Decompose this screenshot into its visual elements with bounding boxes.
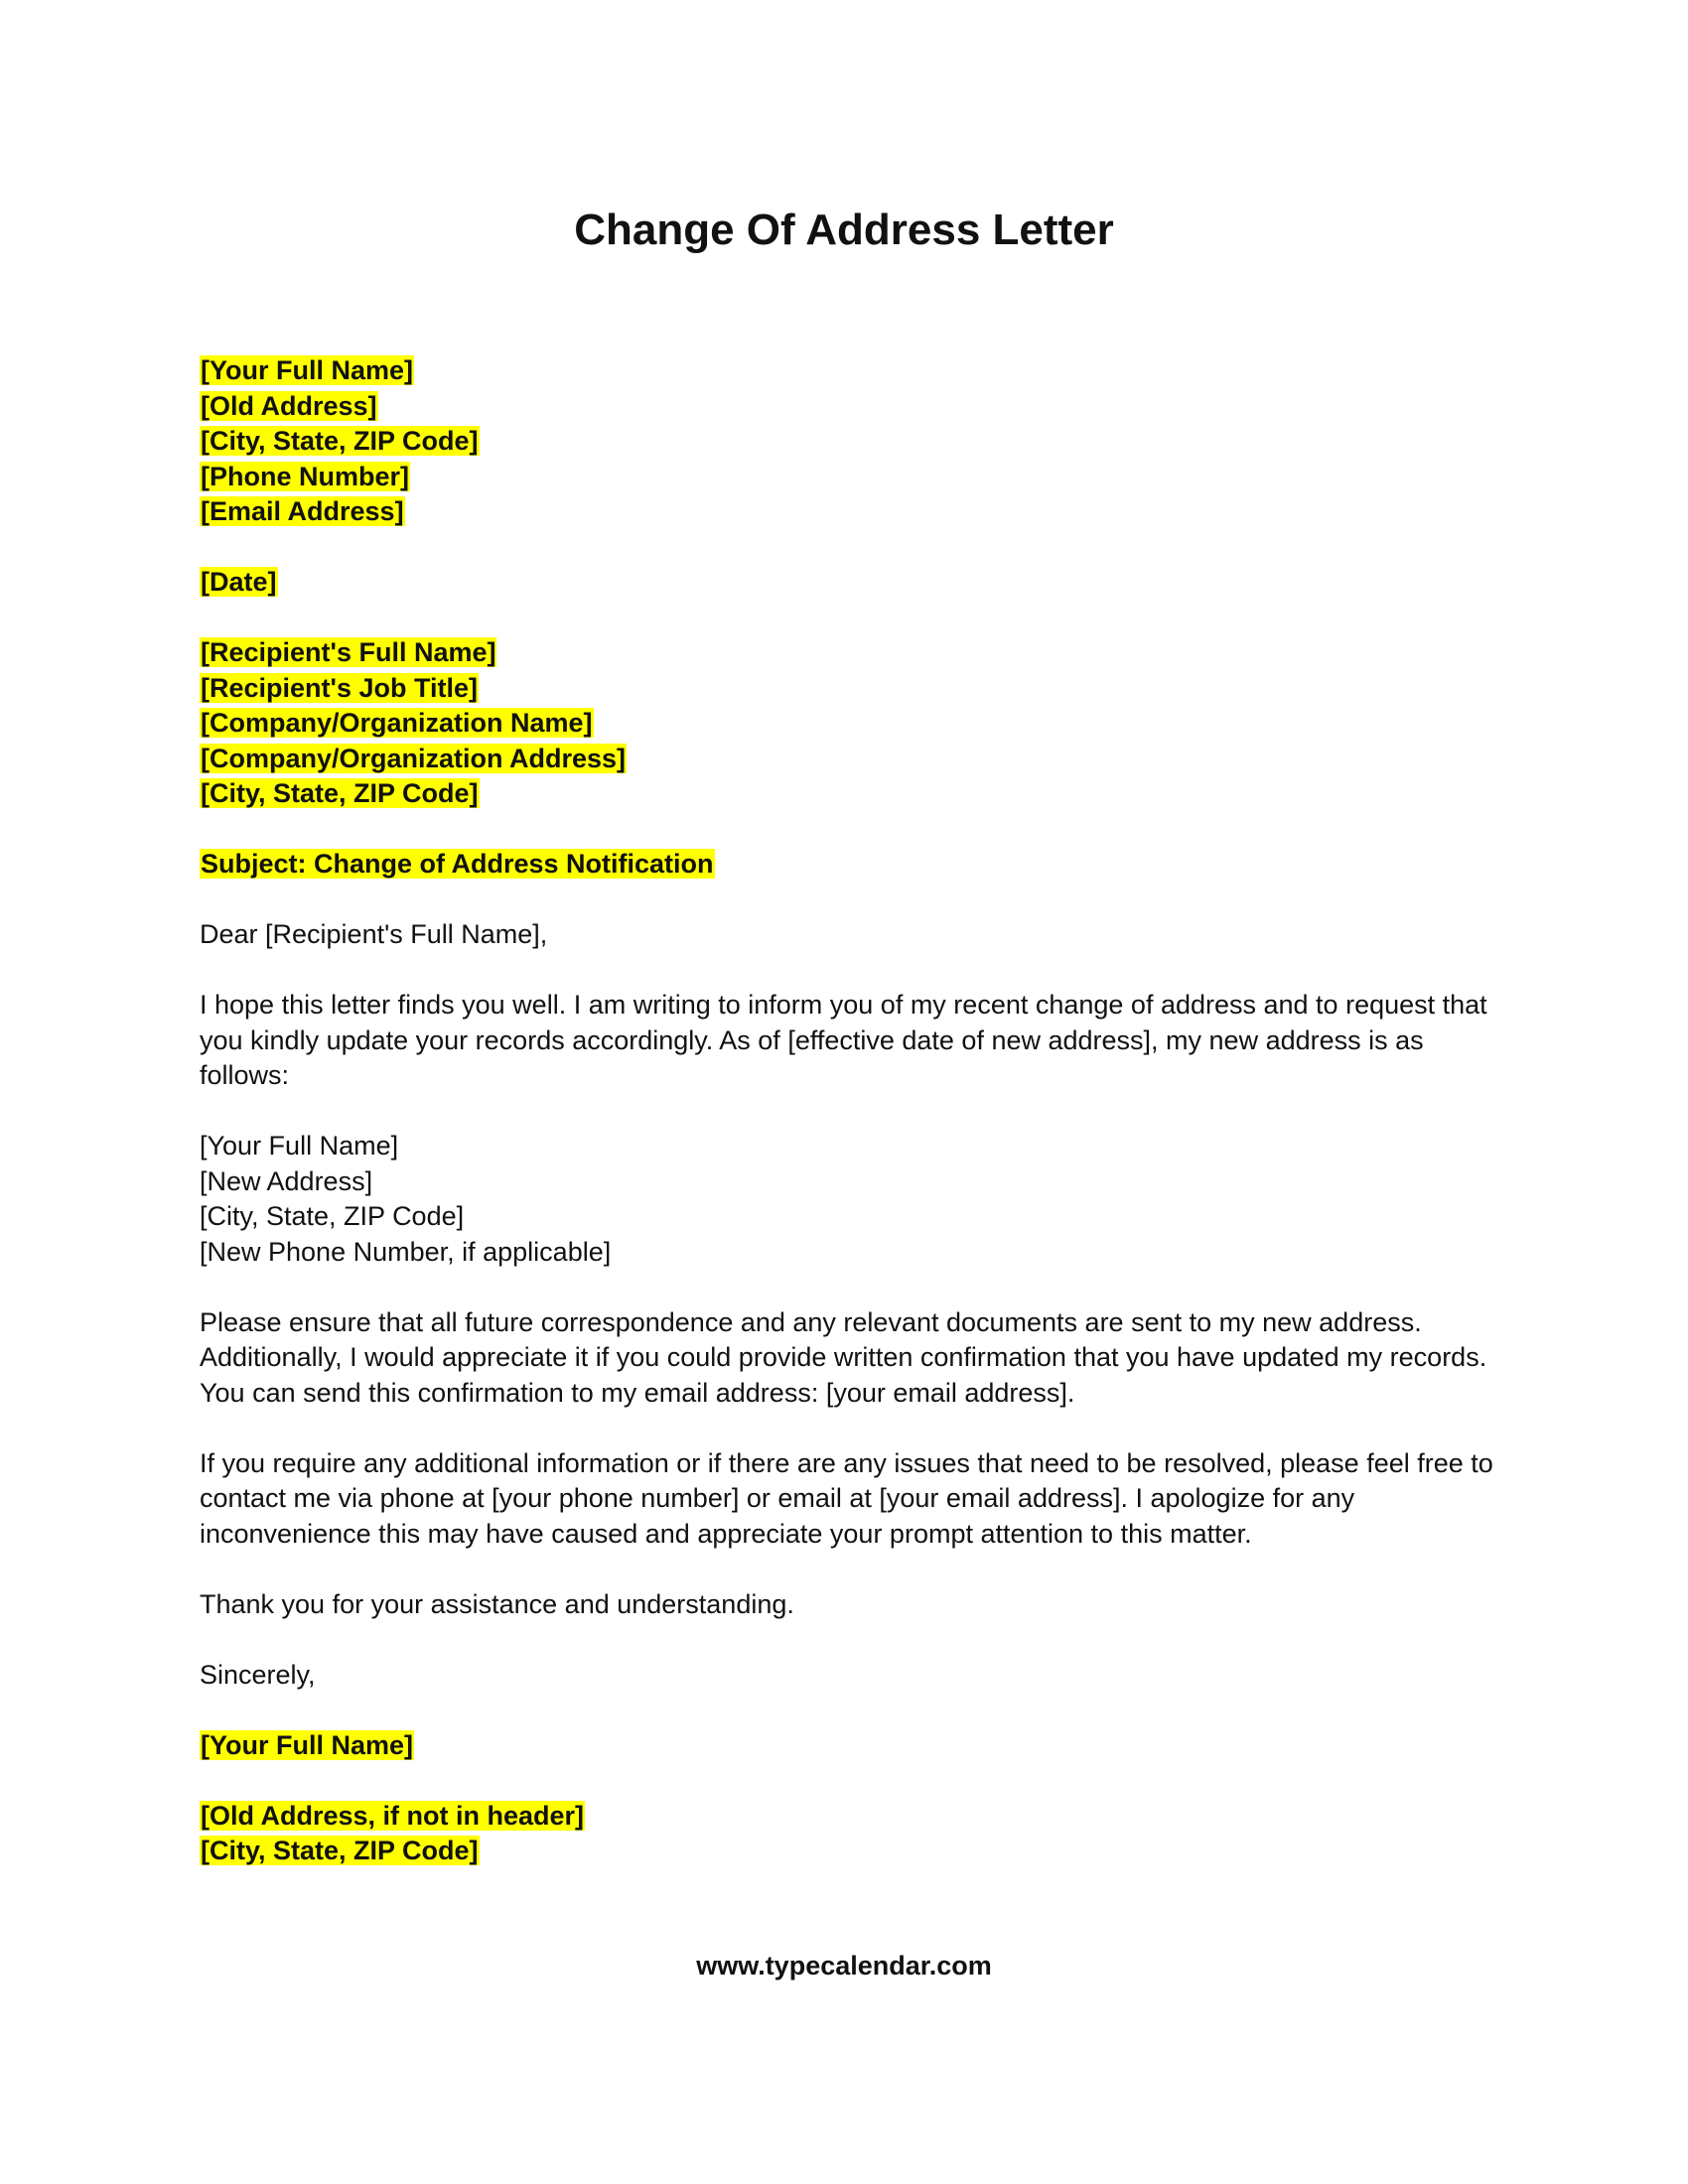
subject-block [200,847,1510,883]
signature-name: [Your Full Name] [201,1729,414,1760]
recipient-block [200,635,1510,812]
recipient-company-name: [Company/Organization Name] [201,708,593,738]
sender-email: [Email Address] [201,496,404,526]
signature-city-state-zip: [City, State, ZIP Code] [201,1836,479,1865]
salutation: Dear [Recipient's Full Name], [200,919,548,949]
recipient-job-title: [Recipient's Job Title] [201,672,478,703]
recipient-city-state-zip: [City, State, ZIP Code] [201,778,479,808]
signature-name-block [200,1728,1510,1764]
paragraph-contact: If you require any additional information or if there are any issues that need to be resolved, please feel free to contact me via phone at [your phone number] or email at [your email address]. I apologize for any inconvenience this may have caused and appreciate your prompt attention to this matter. [200,1447,1493,1549]
sender-city-state-zip: [City, State, ZIP Code] [201,426,479,456]
signature-address-block [200,1799,1510,1869]
paragraph-intro: I hope this letter finds you well. I am writing to inform you of my recent change of address and to request that you kindly update your records accordingly. As of [effective date of new address], my new address is as follows: [200,990,1487,1090]
sender-old-address: [Old Address] [201,390,377,421]
sender-name: [Your Full Name] [201,355,414,385]
paragraph-thanks: Thank you for your assistance and understanding. [200,1588,794,1619]
new-address-city-state-zip: [City, State, ZIP Code] [200,1201,465,1231]
sender-block [200,353,1510,530]
closing: Sincerely, [200,1659,316,1690]
letter-date: [Date] [201,567,277,597]
recipient-name: [Recipient's Full Name] [201,637,496,667]
signature-old-address: [Old Address, if not in header] [201,1800,585,1831]
subject-line: Subject: Change of Address Notification [201,849,714,879]
paragraph-correspondence: Please ensure that all future correspondence and any relevant documents are sent to my new address. Additionally, I would appreciate it if you could provide written confirmation that you have updated my records. You can send this confirmation to my email address: [your email address]. [200,1306,1487,1408]
document-title: Change Of Address Letter [574,205,1114,254]
new-address-street: [New Address] [200,1165,373,1196]
date-block [200,565,1510,601]
recipient-company-address: [Company/Organization Address] [201,743,627,773]
letter-body [200,353,1510,1904]
new-address-name: [Your Full Name] [200,1131,399,1160]
sender-phone: [Phone Number] [201,461,410,491]
footer-url: www.typecalendar.com [696,1951,992,1980]
new-address-block [200,1129,1510,1270]
new-address-phone: [New Phone Number, if applicable] [200,1236,612,1267]
